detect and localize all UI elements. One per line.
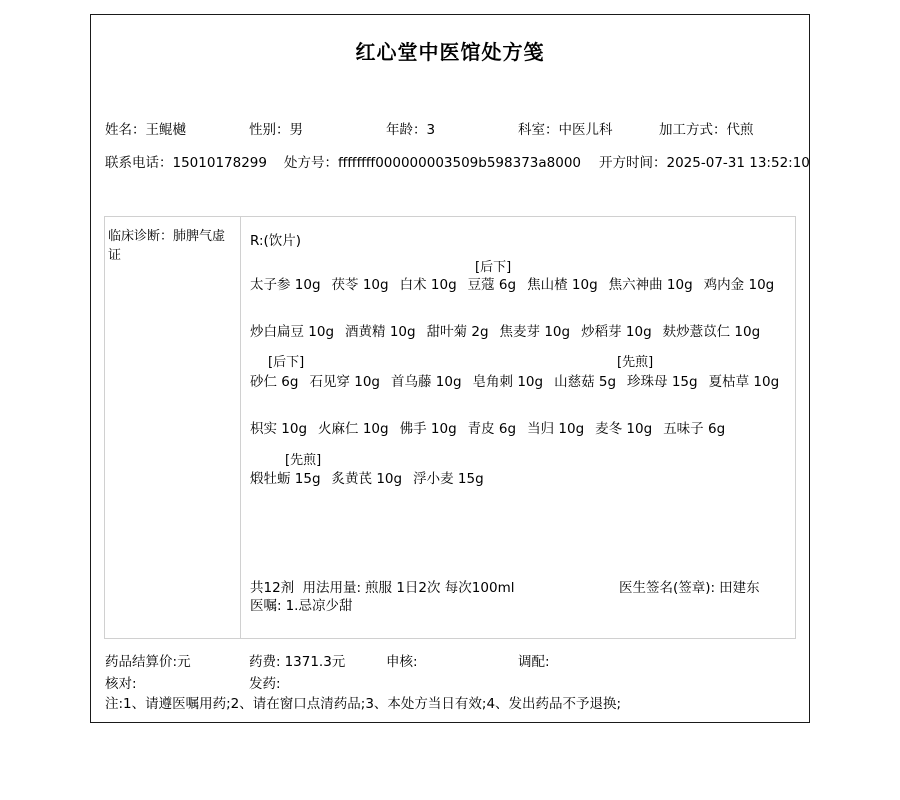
field-label: 医嘱:	[250, 598, 282, 614]
medicine-fee-field	[249, 650, 345, 670]
field-label: 药费:	[249, 654, 281, 670]
herb-line	[250, 277, 785, 294]
herb-item: 青皮 6g	[467, 421, 517, 437]
diagnosis-label: 临床诊断：	[108, 229, 174, 244]
field-label: 药品结算价:	[105, 654, 178, 670]
field-label: 姓名：	[105, 122, 146, 138]
herb-item: 茯苓 10g	[331, 277, 389, 293]
field-value: 中医儿科	[558, 122, 613, 138]
herb-item: 甜叶菊 2g	[426, 324, 489, 340]
doctor-name: 田建东	[719, 580, 760, 596]
patient-gender-field	[249, 118, 303, 138]
review-field	[386, 650, 422, 670]
usage-field	[250, 576, 514, 596]
herb-line	[250, 324, 771, 341]
field-label: 发药:	[249, 676, 281, 692]
herb-item: 酒黄精 10g	[345, 324, 416, 340]
annotation-label: [后下]	[268, 355, 305, 370]
usage-label: 用法用量:	[302, 580, 362, 596]
herb-item: 麸炒薏苡仁 10g	[662, 324, 761, 340]
herb-line	[250, 421, 736, 438]
decoction-annotation-row	[241, 351, 795, 368]
dose-count: 共12剂	[250, 580, 295, 596]
field-value: 元	[177, 654, 191, 670]
diagnosis-value: 肺脾气虚证	[108, 229, 226, 263]
medical-advice-field	[250, 594, 352, 614]
rx-cell	[241, 217, 795, 638]
herb-item: 焦麦芽 10g	[499, 324, 571, 340]
field-value: 3	[426, 122, 436, 138]
clinical-diagnosis	[105, 217, 240, 638]
herb-item: 当归 10g	[527, 421, 585, 437]
herb-item: 浮小麦 15g	[413, 471, 484, 487]
compound-field	[518, 650, 554, 670]
herb-item: 珍珠母 15g	[627, 374, 698, 390]
dispense-field	[249, 672, 285, 692]
herb-item: 焦六神曲 10g	[608, 277, 693, 293]
field-label: 年龄：	[386, 122, 427, 138]
herb-item: 白术 10g	[399, 277, 457, 293]
field-value: 1371.3元	[284, 654, 346, 670]
patient-department-field	[518, 118, 613, 138]
decoction-annotation	[285, 449, 321, 468]
settlement-price-field	[105, 650, 191, 670]
issue-time-field	[599, 151, 810, 171]
processing-method-field	[659, 118, 754, 138]
herb-item: 皂角刺 10g	[472, 374, 544, 390]
herb-item: 火麻仁 10g	[318, 421, 389, 437]
form-border	[90, 14, 810, 723]
annotation-label: [先煎]	[285, 453, 322, 468]
herb-item: 麦冬 10g	[595, 421, 653, 437]
field-label: 处方号：	[284, 155, 338, 171]
herb-item: 枳实 10g	[250, 421, 308, 437]
decoction-annotation	[475, 256, 511, 275]
annotation-label: [后下]	[475, 260, 512, 275]
herb-item: 夏枯草 10g	[708, 374, 780, 390]
herb-item: 炒白扁豆 10g	[250, 324, 335, 340]
rx-header: R:(饮片)	[250, 233, 302, 249]
field-label: 开方时间：	[599, 155, 667, 171]
check-field	[105, 672, 141, 692]
patient-age-field	[386, 118, 435, 138]
herb-item: 鸡内金 10g	[703, 277, 775, 293]
footer-note: 注:1、请遵医嘱用药;2、请在窗口点清药品;3、本处方当日有效;4、发出药品不予退换;	[105, 696, 622, 712]
field-value: ffffffff000000003509b598373a8000	[338, 155, 582, 171]
prescription-box	[104, 216, 796, 639]
herb-item: 太子参 10g	[250, 277, 321, 293]
herb-item: 首乌藤 10g	[391, 374, 462, 390]
advice-value: 1.忌凉少甜	[285, 598, 353, 614]
herb-item: 五味子 6g	[663, 421, 726, 437]
annotation-label: [先煎]	[617, 355, 654, 370]
phone-field	[105, 151, 267, 171]
herb-item: 砂仁 6g	[250, 374, 299, 390]
field-value: 代煎	[726, 122, 754, 138]
field-value: 王鲲樾	[145, 122, 186, 138]
page-title: 红心堂中医馆处方笺	[355, 40, 545, 64]
herb-line	[250, 374, 790, 391]
herb-item: 炙黄芪 10g	[331, 471, 403, 487]
field-label: 联系电话：	[105, 155, 173, 171]
field-value: 15010178299	[172, 155, 267, 171]
herb-line	[250, 471, 495, 488]
herb-item: 炒稻芽 10g	[581, 324, 652, 340]
field-label: 科室：	[518, 122, 559, 138]
field-label: 加工方式：	[659, 122, 727, 138]
herb-item: 佛手 10g	[399, 421, 457, 437]
field-label: 医生签名(签章):	[619, 580, 716, 596]
doctor-signature-field	[619, 576, 760, 596]
herb-item: 豆蔻 6g	[467, 277, 517, 293]
usage-value: 煎服 1日2次 每次100ml	[365, 580, 515, 596]
herb-item: 石见穿 10g	[309, 374, 380, 390]
herb-item: 山慈菇 5g	[554, 374, 617, 390]
field-label: 核对:	[105, 676, 137, 692]
field-label: 性别：	[249, 122, 290, 138]
field-value: 2025-07-31 13:52:10	[666, 155, 810, 171]
field-value: 男	[289, 122, 303, 138]
field-label: 申核:	[386, 654, 418, 670]
patient-name-field	[105, 118, 186, 138]
prescription-number-field	[284, 151, 581, 171]
herb-item: 焦山楂 10g	[527, 277, 598, 293]
herb-item: 煅牡蛎 15g	[250, 471, 321, 487]
field-label: 调配:	[518, 654, 550, 670]
